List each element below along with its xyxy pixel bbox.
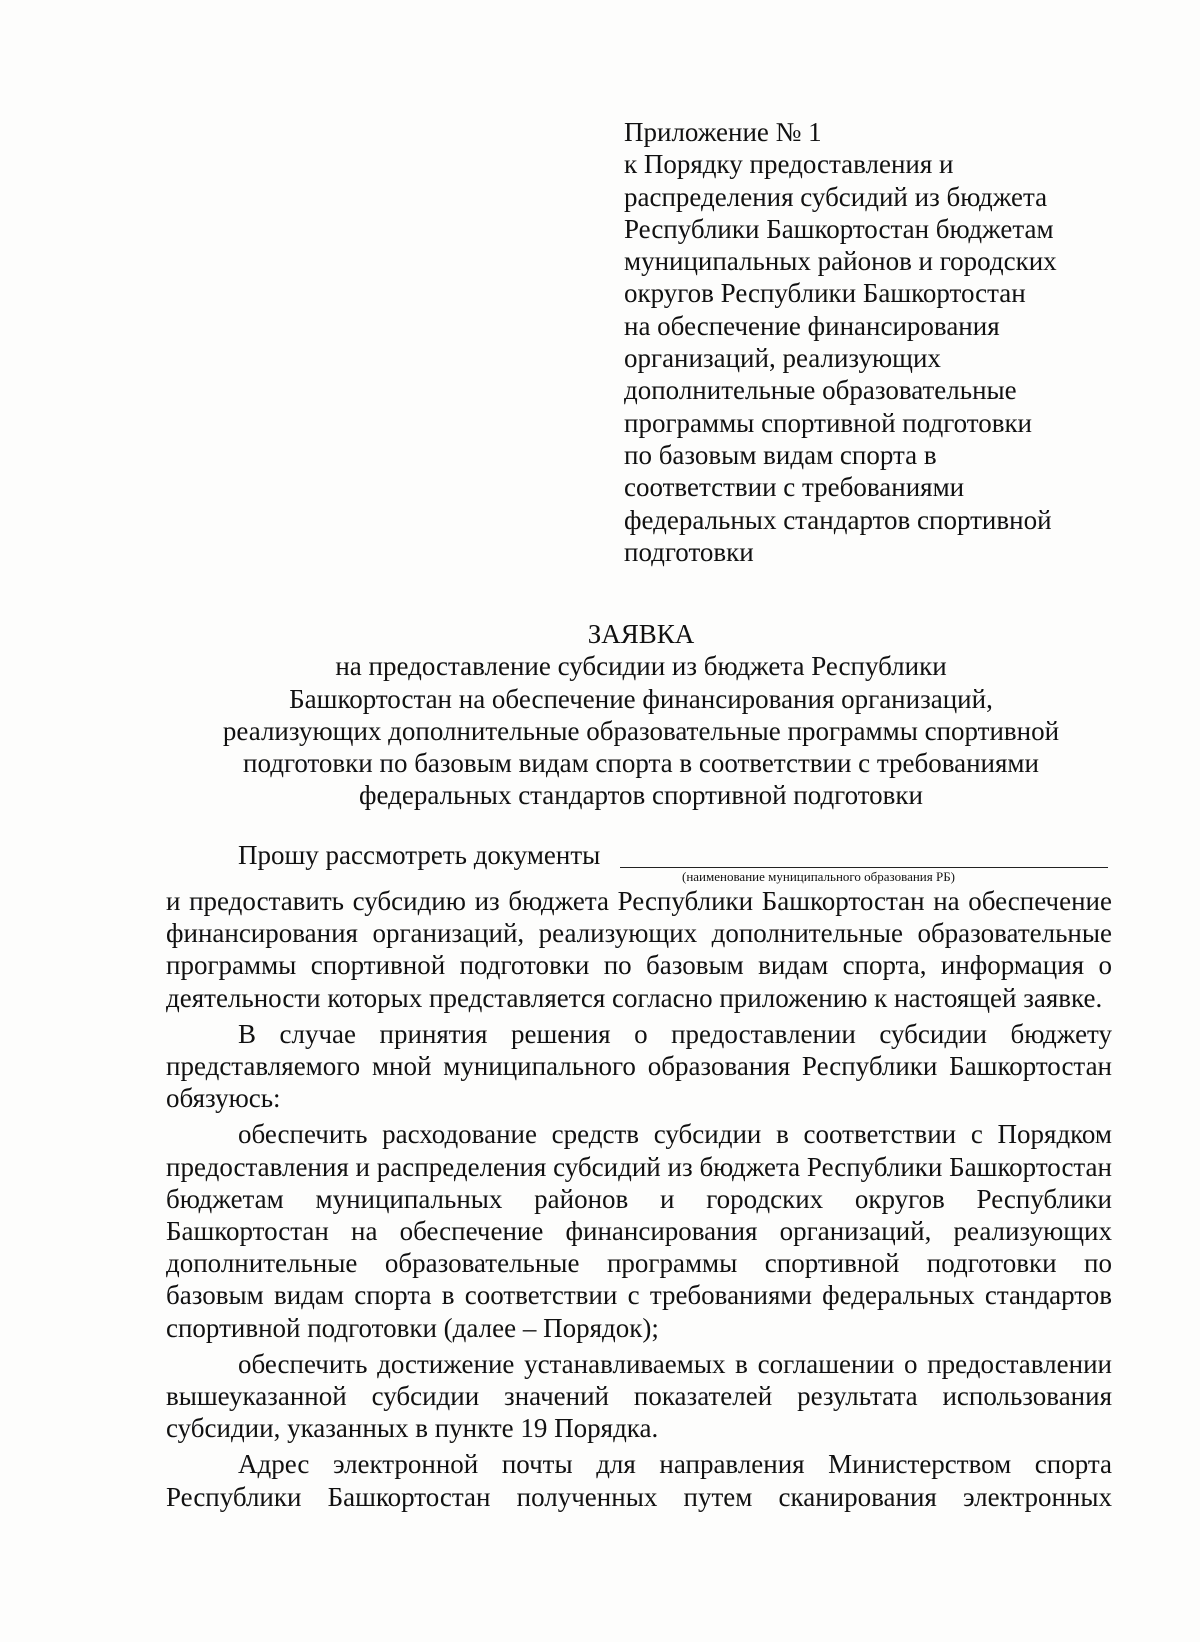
appendix-line: соответствии с требованиями <box>624 472 965 503</box>
appendix-header <box>624 116 1144 568</box>
appendix-line: федеральных стандартов спортивной <box>624 504 1052 535</box>
appendix-line: муниципальных районов и городских <box>624 246 1057 277</box>
request-lead: Прошу рассмотреть документы <box>238 840 601 870</box>
paragraph: и предоставить субсидию из бюджета Республики Башкортостан на обеспечение финансирования организаций, реализующих дополнительные образовательные программы спортивной подготовки по базовым видам спорта, информация о деятельности которых представляется согласно приложению к настоящей заявке. <box>166 886 1112 1013</box>
title-line: реализующих дополнительные образовательные программы спортивной <box>222 715 1060 746</box>
title-line: федеральных стандартов спортивной подготовки <box>359 780 923 811</box>
municipality-blank-field <box>620 867 1108 868</box>
appendix-line: распределения субсидий из бюджета <box>624 181 1048 212</box>
appendix-line: к Порядку предоставления и <box>624 149 954 180</box>
appendix-line: Приложение № 1 <box>624 117 822 147</box>
title-line: Башкортостан на обеспечение финансирования организаций, <box>289 683 993 714</box>
title-line: подготовки по базовым видам спорта в соответствии с требованиями <box>243 748 1039 779</box>
title-heading: ЗАЯВКА <box>587 619 695 649</box>
appendix-line: Республики Башкортостан бюджетам <box>624 213 1054 244</box>
paragraph: Адрес электронной почты для направления Министерством спорта Республики Башкортостан полученных путем сканирования электронных <box>166 1449 1112 1512</box>
document-title <box>166 618 1116 812</box>
appendix-line: дополнительные образовательные <box>624 375 1017 406</box>
request-line <box>238 839 1108 884</box>
appendix-line: организаций, реализующих <box>624 343 941 374</box>
title-line: на предоставление субсидии из бюджета Республики <box>335 651 947 682</box>
paragraph: обеспечить достижение устанавливаемых в соглашении о предоставлении вышеуказанной субсидии значений показателей результата использования субсидии, указанных в пункте 19 Порядка. <box>166 1348 1112 1444</box>
document-body <box>166 885 1112 1517</box>
appendix-line: программы спортивной подготовки <box>624 407 1033 438</box>
paragraph: В случае принятия решения о предоставлении субсидии бюджету представляемого мной муниципального образования Республики Башкортостан обязуюсь: <box>166 1018 1112 1114</box>
blank-field-hint: (наименование муниципального образования РБ) <box>682 869 956 884</box>
appendix-line: на обеспечение финансирования <box>624 310 1000 341</box>
appendix-line: по базовым видам спорта в <box>624 439 937 470</box>
paragraph: обеспечить расходование средств субсидии в соответствии с Порядком предоставления и распределения субсидий из бюджета Республики Башкортостан бюджетам муниципальных районов и городских округов Республики Башкортостан на обеспечение финансирования организаций, реализующих дополнительные образовательные программы спортивной подготовки по базовым видам спорта в соответствии с требованиями федеральных стандартов спортивной подготовки (далее – Порядок); <box>166 1119 1112 1343</box>
appendix-line: округов Республики Башкортостан <box>624 278 1026 309</box>
appendix-line: подготовки <box>624 536 754 567</box>
